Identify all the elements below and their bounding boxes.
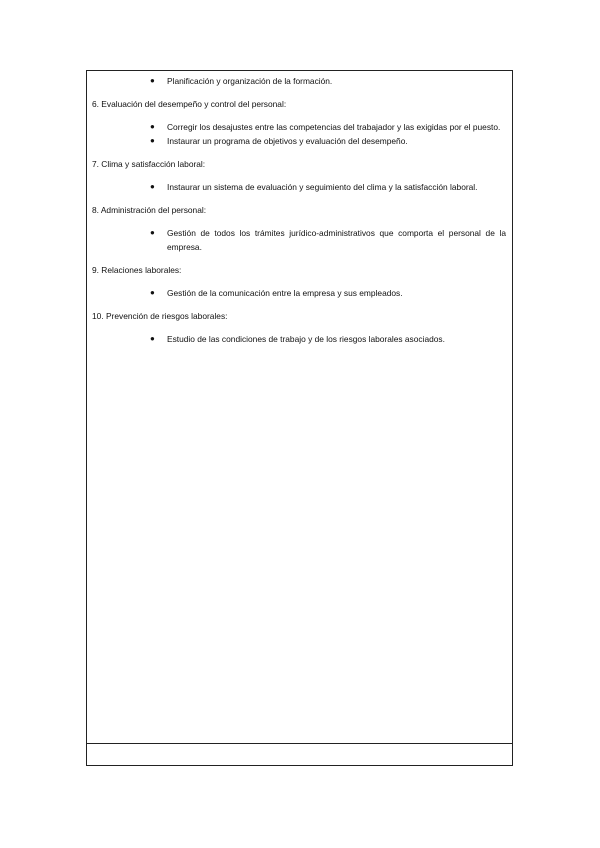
list-item-text: Instaurar un sistema de evaluación y seguimiento del clima y la satisfacción laboral. [167,182,478,192]
bullet-icon: ● [150,334,155,343]
list-item [92,74,506,88]
list-item [92,120,506,134]
section-heading: 9. Relaciones laborales: [92,265,182,275]
list-item [92,226,506,254]
bullet-list [92,226,506,254]
page-frame [86,70,513,766]
list-item [92,180,506,194]
footer-divider [87,743,512,744]
section-heading: 8. Administración del personal: [92,205,207,215]
section-6 [92,97,506,148]
bullet-icon: ● [150,288,155,297]
bullet-icon: ● [150,136,155,145]
list-item [92,286,506,300]
bullet-list [92,180,506,194]
top-bullet-list [92,74,506,88]
bullet-list [92,332,506,346]
bullet-list [92,120,506,148]
list-item-text: Gestión de la comunicación entre la empresa y sus empleados. [167,288,403,298]
section-heading: 7. Clima y satisfacción laboral: [92,159,206,169]
list-item [92,134,506,148]
list-item-text: Instaurar un programa de objetivos y evaluación del desempeño. [167,136,408,146]
list-item-text: Gestión de todos los trámites jurídico-administrativos que comporta el personal de la empresa. [167,228,506,252]
section-9 [92,263,506,300]
bullet-icon: ● [150,182,155,191]
bullet-list [92,286,506,300]
bullet-icon: ● [150,228,155,237]
document-body [92,74,506,346]
section-10 [92,309,506,346]
list-item-text: Planificación y organización de la formación. [167,76,333,86]
section-8 [92,203,506,254]
list-item [92,332,506,346]
bullet-icon: ● [150,76,155,85]
section-heading: 10. Prevención de riesgos laborales: [92,311,228,321]
list-item-text: Corregir los desajustes entre las competencias del trabajador y las exigidas por el puesto. [167,122,501,132]
bullet-icon: ● [150,122,155,131]
list-item-text: Estudio de las condiciones de trabajo y de los riesgos laborales asociados. [167,334,445,344]
section-heading: 6. Evaluación del desempeño y control del personal: [92,99,287,109]
section-7 [92,157,506,194]
